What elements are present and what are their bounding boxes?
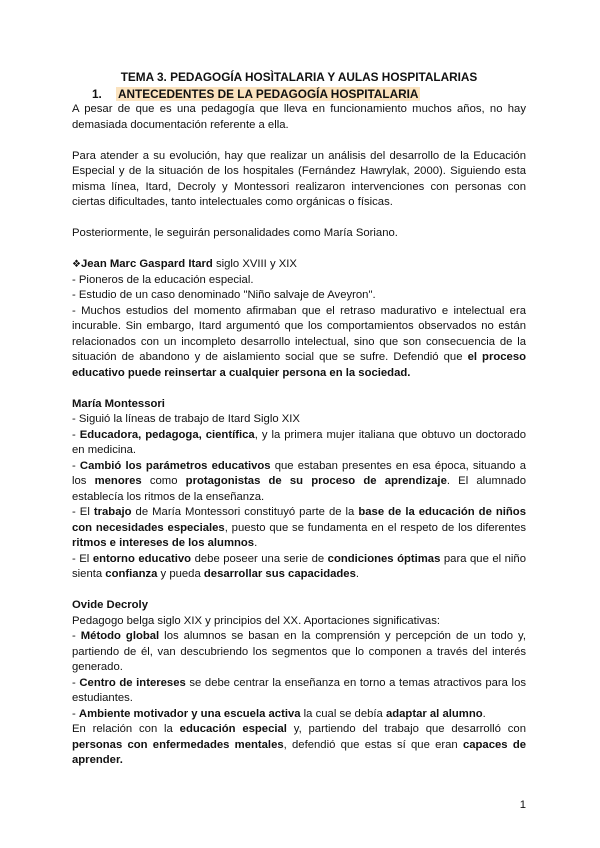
bullet-diamond-icon: ❖ xyxy=(72,259,81,270)
itard-heading xyxy=(72,257,526,273)
decroly-line-1: Pedagogo belga siglo XIX y principios del XX. Aportaciones significativas: xyxy=(72,614,440,627)
section-title: ANTECEDENTES DE LA PEDAGOGÍA HOSPITALARIA xyxy=(118,86,419,101)
decroly-line-4: - Ambiente motivador y una escuela activa la cual se debía adaptar al alumno. xyxy=(72,707,486,720)
intro-paragraph-2: Para atender a su evolución, hay que realizar un análisis del desarrollo de la Educación Especial y de la situación de los hospitales (Fernández Hawrylak, 2000). Siguiendo esta misma línea, Itard, Decroly y Montessori realizaron intervenciones con personas con ciertas dificultades, tanto intelectuales como orgánicas o físicas. xyxy=(72,149,526,208)
section-heading xyxy=(92,87,526,103)
page-number: 1 xyxy=(519,799,526,811)
montessori-line-5: - El entorno educativo debe poseer una serie de condiciones óptimas para que el niño sienta confianza y pueda desarrollar sus capacidades. xyxy=(72,552,526,580)
decroly-line-5: En relación con la educación especial y, partiendo del trabajo que desarrolló con personas con enfermedades mentales, defendió que estas sí que eran capaces de aprender. xyxy=(72,723,526,766)
itard-line-3: - Muchos estudios del momento afirmaban que el retraso madurativo e intelectual era incurable. Sin embargo, Itard argumentó que los comportamientos observados no están relacionados con un incompleto desarrollo intelectual, sino que son consecuencia de la situación de abandono y de aislamiento social que se sufre. Defendió que el proceso educativo puede reinsertar a cualquier persona en la sociedad. xyxy=(72,304,526,379)
page-content xyxy=(72,70,526,769)
itard-line-2: - Estudio de un caso denominado "Niño salvaje de Aveyron". xyxy=(72,289,376,301)
section-number: 1. xyxy=(92,86,102,101)
decroly-line-3: - Centro de intereses se debe centrar la enseñanza en torno a temas atractivos para los estudiantes. xyxy=(72,676,527,704)
montessori-line-2: - Educadora, pedagoga, científica, y la primera mujer italiana que obtuvo un doctorado en medicina. xyxy=(72,428,527,456)
montessori-line-3: - Cambió los parámetros educativos que estaban presentes en esa época, situando a los menores como protagonistas de su proceso de aprendizaje. El alumnado establecía los ritmos de la enseñanza. xyxy=(72,459,527,503)
itard-line-1: - Pioneros de la educación especial. xyxy=(72,273,254,286)
itard-name: Jean Marc Gaspard Itard xyxy=(80,258,213,270)
intro-paragraph-1: A pesar de que es una pedagogía que lleva en funcionamiento muchos años, no hay demasiada documentación referente a ella. xyxy=(72,103,526,131)
decroly-heading: Ovide Decroly xyxy=(72,599,148,611)
montessori-line-4: - El trabajo de María Montessori constituyó parte de la base de la educación de niños con necesidades especiales, puesto que se fundamenta en el respeto de los diferentes ritmos e intereses de los alumnos. xyxy=(72,506,527,549)
montessori-line-1: - Siguió la líneas de trabajo de Itard Siglo XIX xyxy=(72,413,300,425)
document-title: TEMA 3. PEDAGOGÍA HOSÌTALARIA Y AULAS HOSPITALARIAS xyxy=(120,70,478,84)
intro-paragraph-3: Posteriormente, le seguirán personalidades como María Soriano. xyxy=(72,227,398,239)
itard-era: siglo XVIII y XIX xyxy=(212,258,297,270)
montessori-heading: María Montessori xyxy=(72,397,165,410)
decroly-line-2: - Método global los alumnos se basan en la comprensión y percepción de un todo y, partiendo de él, van descubriendo los segmentos que lo componen a través del interés generado. xyxy=(72,630,527,673)
